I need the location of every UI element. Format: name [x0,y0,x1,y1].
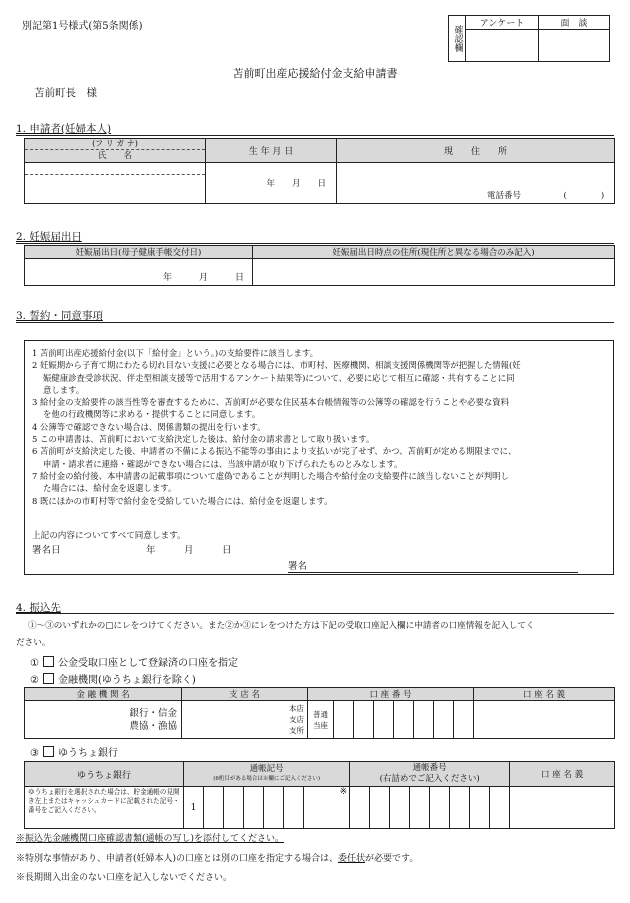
branch-type-office: 支所 [289,726,304,735]
confirm-questionnaire-cell[interactable] [466,30,539,62]
branch-field[interactable] [182,701,308,739]
section2-heading: 2. 妊娠届出日 [16,231,82,243]
address-label: 現 住 所 [337,139,615,163]
note-proxy-text: ※特別な事情があり、申請者(妊婦本人)の口座とは別の口座を指定する場合は、 [16,854,339,864]
account-type-field[interactable] [308,701,334,739]
passbook-symbol-header [184,762,350,787]
consent-item: 3 給付金の支給要件の該当性等を審査するために、苫前町が必要な住民基本台帳情報等の公簿等の確認を行うことや必要な資料 [32,397,509,408]
option1-number: ① [30,658,39,669]
bank-types-2: 農協・漁協 [129,720,177,732]
option3[interactable] [30,744,118,759]
option3-number: ③ [30,748,39,759]
note-dormant: ※長期間入出金のない口座を記入しないでください。 [16,873,233,883]
section1-heading: 1. 申請者(妊婦本人) [16,123,112,135]
bank-types-1: 銀行・信金 [129,707,177,719]
yucho-description: ゆうちょ銀行を選択された場合は、貯金通帳の見開き左上またはキャッシュカードに記載された記号・番号をご記入ください。 [25,787,184,829]
consent-item: 娠健康診査受診状況、伴走型相談支援等で活用するアンケート結果等)について、必要に応じて相互に確認・共有することに同 [32,372,515,383]
consent-item: 1 苫前町出産応援給付金(以下「給付金」という。)の支給要件に該当します。 [32,348,319,358]
consent-item: 7 給付金の給付後、本申請書の記載事項について虚偽であることが判明した場合や給付金の支給要件に該当しないことが判明し [32,470,509,481]
phone-field[interactable]: 電話番号 ( ) [337,163,615,204]
symbol-digit-cell[interactable] [284,787,304,829]
symbol-sixth-digit[interactable]: ※ [304,787,350,829]
symbol-digit-cell[interactable] [264,787,284,829]
number-digit-cell[interactable] [490,787,510,829]
instruction-line2: ださい。 [16,638,51,648]
account-digit-cell[interactable] [374,701,394,739]
confirm-interview-cell[interactable] [539,30,610,62]
consent-item: 2 妊娠期から子育て期にわたる切れ目ない支援に必要となる場合には、市町村、医療機関、相談支援関係機関等が把握した情報(妊 [32,360,521,371]
consent-box [24,340,614,575]
note-proxy [16,851,418,864]
option3-checkbox[interactable] [43,746,54,757]
account-number-header: 口 座 番 号 [308,688,474,701]
symbol-digit-cell[interactable] [204,787,224,829]
option1-checkbox[interactable] [43,656,54,667]
account-holder-field[interactable] [474,701,615,739]
account-digit-cell[interactable] [394,701,414,739]
yucho-holder-field[interactable] [510,787,615,829]
section3-heading: 3. 誓約・同意事項 [16,310,103,322]
number-digit-cell[interactable] [390,787,410,829]
yucho-holder-header: 口 座 名 義 [510,762,615,787]
consent-item: 8 既にほかの市町村等で給付金を受給していた場合には、給付金を返還します。 [32,495,333,506]
branch-header: 支 店 名 [182,688,308,701]
symbol-digit-cell[interactable] [244,787,264,829]
furigana-label: (フ リ ガ ナ) [25,139,205,150]
account-digit-cell[interactable] [454,701,474,739]
option1[interactable] [30,654,238,669]
option2[interactable] [30,671,196,686]
number-digit-cell[interactable] [430,787,450,829]
account-digit-cell[interactable] [414,701,434,739]
addressee: 苫前町長 様 [34,87,97,99]
symbol-digit-first: 1 [184,787,204,829]
number-digit-cell[interactable] [370,787,390,829]
account-digit-cell[interactable] [354,701,374,739]
instruction-line1: ①～③のいずれかの□にレをつけてください。また②か③にレをつけた方は下記の受取口座記入欄に申請者の口座情報を記入してく [28,621,535,631]
confirm-box [448,15,610,62]
option2-number: ② [30,675,39,686]
pregnancy-address-label: 妊娠届出日時点の住所(現住所と異なる場合のみ記入) [253,246,615,259]
applicant-table [24,138,615,204]
passbook-number-header [350,762,510,787]
name-label: 氏 名 [97,151,132,161]
furigana-field[interactable] [25,163,205,175]
consent-item: 4 公簿等で確認できない場合は、関係書類の提出を行います。 [32,421,266,432]
symbol-digit-cell[interactable] [224,787,244,829]
form-label: 別記第1号様式(第5条関係) [22,21,143,32]
number-digit-cell[interactable] [350,787,370,829]
pregnancy-table [24,245,615,286]
consent-agree: 上記の内容についてすべて同意します。 [32,531,186,541]
birthdate-label: 生 年 月 日 [206,139,337,163]
option2-checkbox[interactable] [43,673,54,684]
account-type-ordinary: 普通 [313,709,328,719]
consent-item: 6 苫前町が支給決定した後、申請者の不備による振込不能等の事由により支払いが完了せず、かつ、苫前町が定める期限までに、 [32,446,517,457]
consent-item: を他の行政機関等に求める・提供することに同意します。 [32,409,261,420]
consent-item: 申請・請求者に連絡・確認ができない場合には、当該申請が取り下げられたものとみなします。 [32,458,403,469]
signature-field[interactable] [288,558,578,573]
note-proxy-keyword: 委任状 [338,854,366,864]
number-digit-cell[interactable] [470,787,490,829]
passbook-number-label: 通帳番号 [412,763,447,773]
bank-name-header: 金 融 機 関 名 [25,688,182,701]
account-type-current: 当座 [313,720,328,730]
account-digit-cell[interactable] [434,701,454,739]
consent-item: た場合には、給付金を返還します。 [32,483,177,494]
passbook-symbol-label: 通帳記号 [249,764,284,774]
account-digit-cell[interactable] [334,701,354,739]
confirm-questionnaire: アンケート [466,16,539,30]
passbook-symbol-note: (6桁目がある場合は※欄にご記入ください) [213,776,320,782]
name-field[interactable] [25,175,205,203]
option2-label: 金融機関(ゆうちょ銀行を除く) [57,675,196,686]
page-title: 苫前町出産応援給付金支給申請書 [232,67,398,80]
note-proxy-end: が必要です。 [365,854,419,864]
number-digit-cell[interactable] [450,787,470,829]
signature-label: 署名 [288,561,308,572]
section4-heading: 4. 振込先 [16,602,61,614]
confirm-side-label: 確認欄 [449,16,466,62]
account-holder-header: 口 座 名 義 [474,688,615,701]
option3-label: ゆうちょ銀行 [57,748,118,759]
branch-type-main: 本店 [289,704,304,713]
branch-type-branch: 支店 [289,715,304,724]
birthdate-field[interactable]: 年 月 日 [206,163,337,204]
pregnancy-date-field[interactable]: 年 月 日 [25,259,253,286]
consent-item: 5 この申請書は、苫前町において支給決定した後は、給付金の請求書として取り扱います。 [32,434,375,445]
bank-name-field[interactable] [25,701,182,739]
option1-label: 公金受取口座として登録済の口座を指定 [57,658,238,669]
consent-item: 意します。 [32,384,85,395]
note-attach: ※振込先金融機関口座確認書類(通帳の写し)を添付してください。 [16,834,285,844]
bank-table [24,687,615,739]
confirm-interview: 面 談 [539,16,610,30]
number-digit-cell[interactable] [410,787,430,829]
pregnancy-address-field[interactable] [253,259,615,286]
sign-date[interactable]: 署名日 年 月 日 [32,545,232,556]
yucho-header: ゆうちょ銀行 [25,762,184,787]
yucho-table [24,761,615,829]
passbook-number-note: (右詰めでご記入ください) [379,774,480,784]
pregnancy-date-label: 妊娠届出日(母子健康手帳交付日) [25,246,253,259]
